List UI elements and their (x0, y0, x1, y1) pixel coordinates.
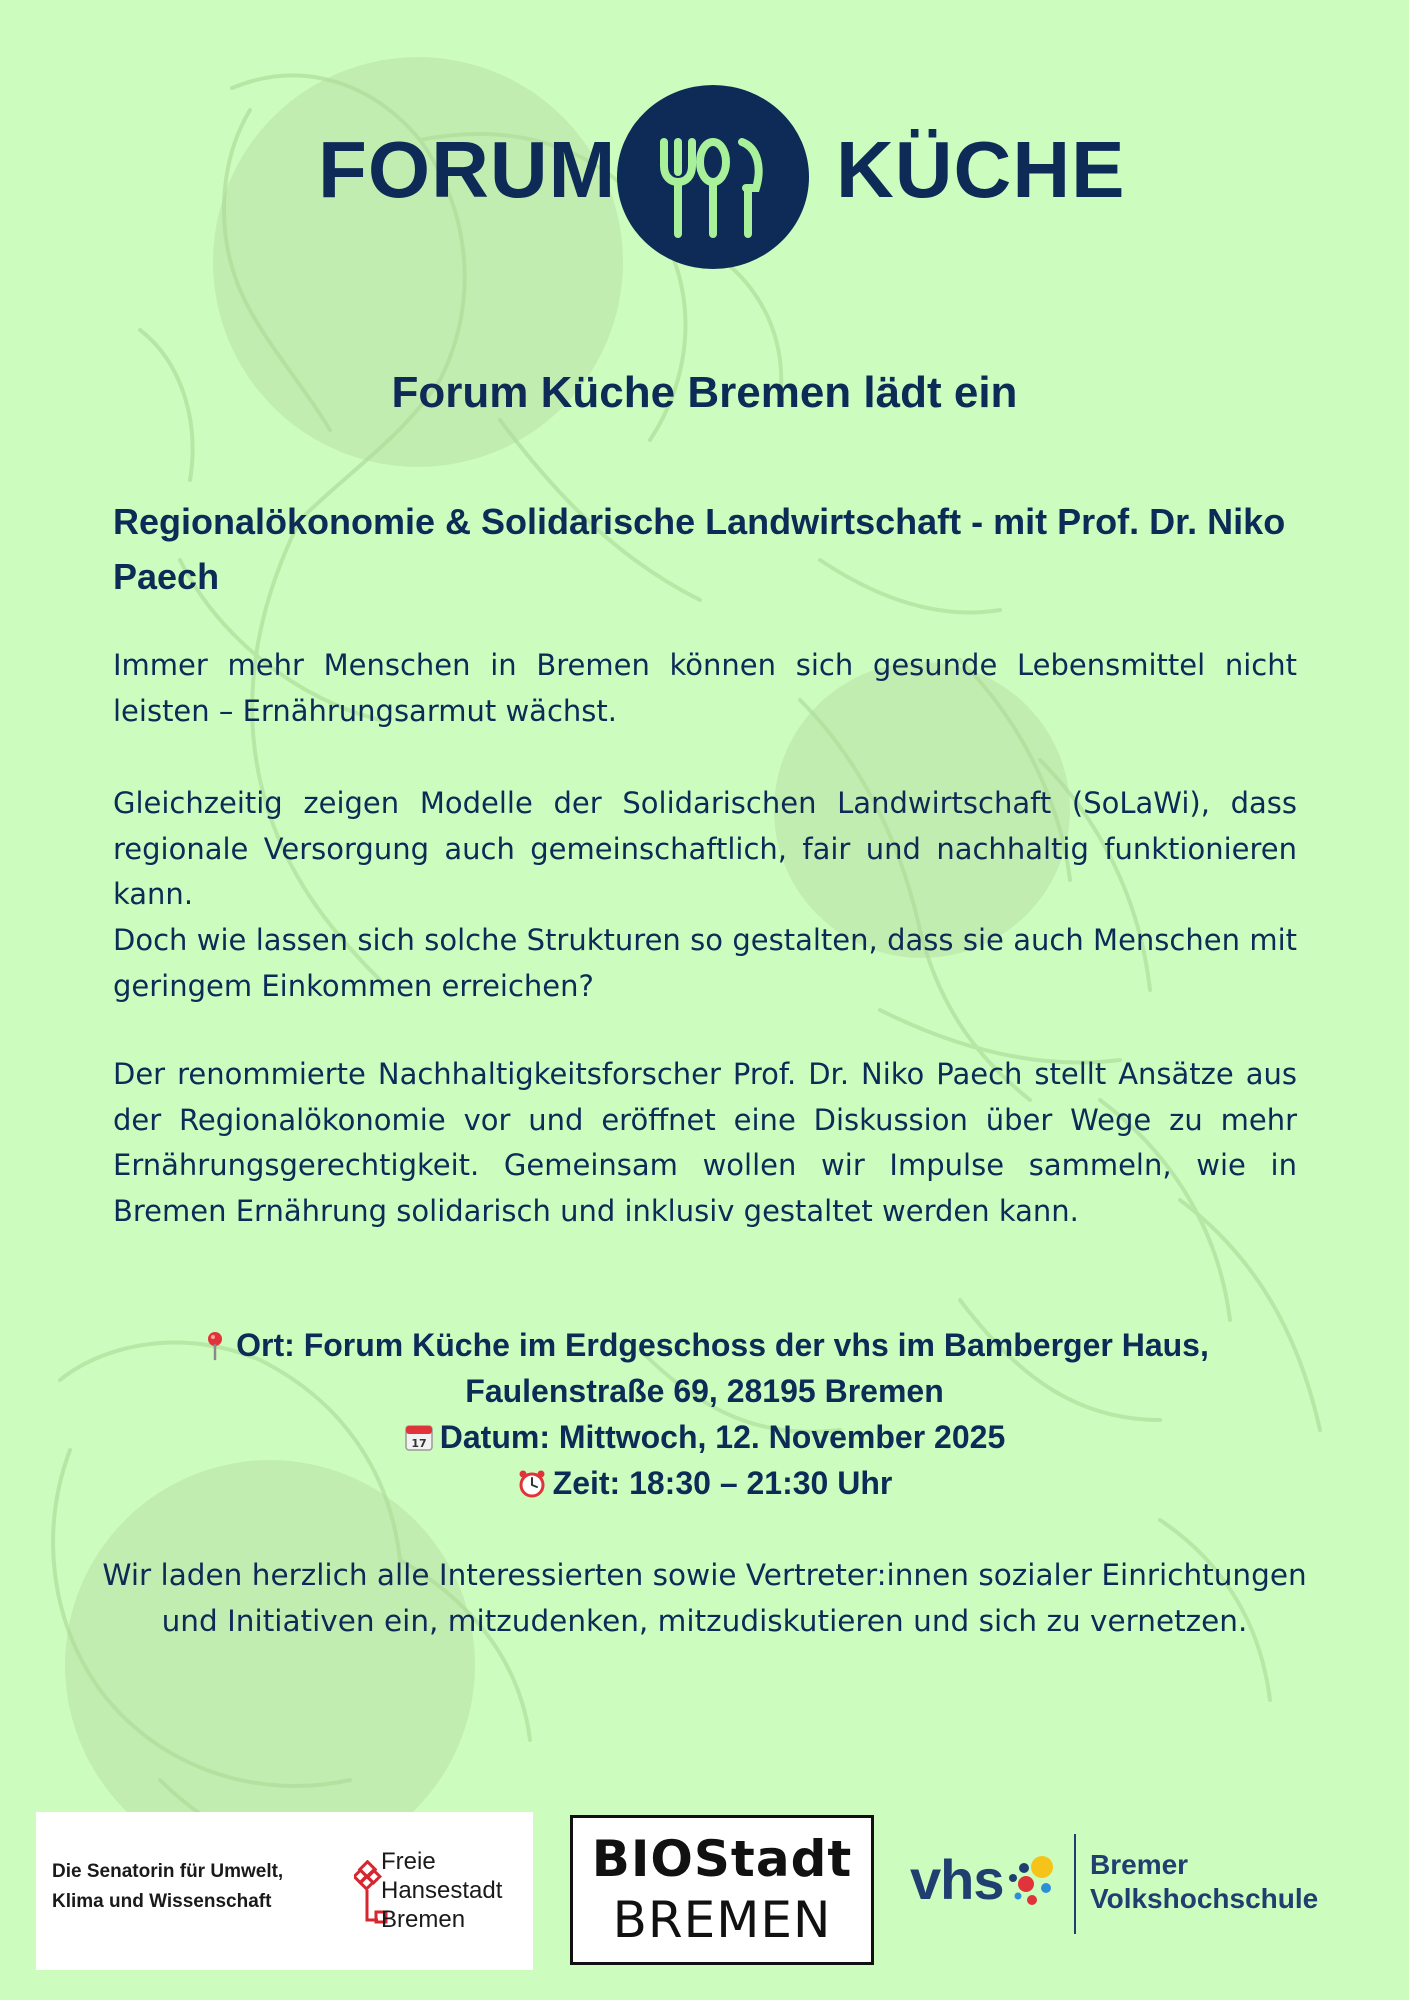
forum-kueche-logo (0, 82, 1409, 272)
event-subtitle: Regionalökonomie & Solidarische Landwirtschaft - mit Prof. Dr. Niko Paech (113, 501, 1286, 597)
bremen-word: BREMEN (612, 1891, 832, 1949)
logo-word-kueche: KÜCHE (836, 125, 1126, 214)
address-line (0, 1368, 1409, 1414)
freie-hansestadt-bremen: Freie Hansestadt Bremen (381, 1848, 503, 1933)
speaker-paragraph: Der renommierte Nachhaltigkeitsforscher Prof. Dr. Niko Paech stellt Ansätze aus der Regionalökonomie vor und eröffnet eine Diskussion über Wege zu mehr Ernährungsgerechtigkeit. Gemeinsam wollen wir Impulse sammeln, wie in Bremen Ernährung solidarisch und inklusiv gestaltet werden kann. (113, 1057, 1297, 1228)
map-pin-icon (200, 1329, 230, 1361)
alarm-clock-icon (517, 1467, 547, 1499)
time-line (0, 1460, 1409, 1506)
invitation-text: Wir laden herzlich alle Interessierten sowie Vertreter:innen sozialer Einrichtungen und Initiativen ein, mitzudenken, mitzudiskutieren und sich zu vernetzen. (102, 1558, 1307, 1638)
vhs-wordmark: vhs (910, 1848, 1004, 1911)
address-text: Faulenstraße 69, 28195 Bremen (465, 1373, 944, 1409)
senat-department-name: Die Senatorin für Umwelt, Klima und Wissenschaft (52, 1861, 284, 1912)
location-line (0, 1322, 1409, 1368)
svg-text:17: 17 (411, 1437, 427, 1450)
bremer-volkshochschule-name: Bremer Volkshochschule (1090, 1849, 1319, 1914)
date-text: Datum: Mittwoch, 12. November 2025 (439, 1419, 1006, 1455)
biostadt-word: BIOStadt (591, 1830, 853, 1888)
vhs-divider (1074, 1834, 1076, 1934)
colored-dots-icon (1004, 1852, 1064, 1912)
senator-bremen-logo (36, 1812, 533, 1970)
calendar-icon (404, 1421, 434, 1453)
intro-paragraph: Immer mehr Menschen in Bremen können sich gesunde Lebensmittel nicht leisten – Ernährungsarmut wächst. (113, 648, 1297, 728)
cutlery-icon (616, 84, 810, 270)
location-text: Ort: Forum Küche im Erdgeschoss der vhs im Bamberger Haus, (236, 1327, 1209, 1363)
event-details (0, 1322, 1409, 1506)
logo-word-forum: FORUM (318, 125, 617, 214)
time-text: Zeit: 18:30 – 21:30 Uhr (552, 1465, 893, 1501)
question-paragraph: Doch wie lassen sich solche Strukturen so gestalten, dass sie auch Menschen mit geringem Einkommen erreichen? (113, 923, 1297, 1003)
solawi-paragraph: Gleichzeitig zeigen Modelle der Solidarischen Landwirtschaft (SoLaWi), dass regionale Versorgung auch gemeinschaftlich, fair und nachhaltig funktionieren kann. (113, 786, 1297, 911)
page-title: Forum Küche Bremen lädt ein (391, 368, 1018, 417)
date-line (0, 1414, 1409, 1460)
vhs-bremen-logo (908, 1830, 1358, 1940)
biostadt-bremen-logo (570, 1815, 874, 1965)
